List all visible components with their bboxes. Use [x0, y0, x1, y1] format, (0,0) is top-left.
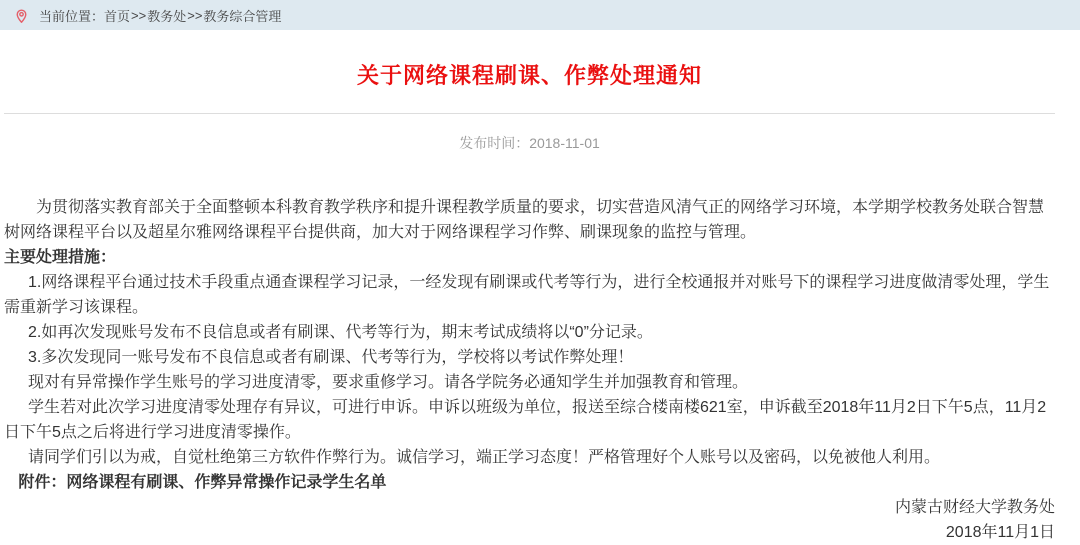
publish-date-label: 发布时间： [459, 135, 530, 151]
notice-article [0, 59, 1080, 545]
breadcrumb-separator: >> [187, 7, 203, 23]
paragraph-intro: 为贯彻落实教育部关于全面整顿本科教育教学秩序和提升课程教学质量的要求，切实营造风清气正的网络学习环境，本学期学校教务处联合智慧树网络课程平台以及超星尔雅网络课程平台提供商，加大对于网络课程学习作弊、刷课现象的监控与管理。 [4, 199, 1045, 241]
title-divider [4, 113, 1055, 114]
breadcrumb-link-jiaowuchu[interactable]: 教务处 [147, 8, 187, 24]
publish-date-line [4, 133, 1055, 153]
location-pin-icon [13, 7, 30, 24]
notice-body [4, 195, 1055, 545]
signature-department: 内蒙古财经大学教务处 [894, 499, 1055, 516]
breadcrumb-label: 当前位置： [39, 8, 105, 24]
page-title: 关于网络课程刷课、作弊处理通知 [356, 63, 702, 88]
paragraph-measure-2: 2.如再次发现账号发布不良信息或者有刷课、代考等行为，期末考试成绩将以“0”分记录。 [28, 324, 653, 341]
breadcrumb [0, 0, 1080, 30]
breadcrumb-link-current[interactable]: 教务综合管理 [203, 8, 282, 24]
paragraph-warning: 请同学们引以为戒，自觉杜绝第三方软件作弊行为。诚信学习，端正学习态度！严格管理好个人账号以及密码，以免被他人利用。 [28, 449, 941, 466]
breadcrumb-separator: >> [131, 7, 147, 23]
paragraph-appeal: 学生若对此次学习进度清零处理存有异议，可进行申诉。申诉以班级为单位，报送至综合楼南楼621室，申诉截至2018年11月2日下午5点，11月2日下午5点之后将进行学习进度清零操作。 [4, 399, 1047, 441]
paragraph-attachment: 附件：网络课程有刷课、作弊异常操作记录学生名单 [18, 474, 387, 491]
breadcrumb-link-home[interactable]: 首页 [104, 8, 131, 24]
paragraph-measures-heading: 主要处理措施： [4, 249, 117, 266]
paragraph-reset-notice: 现对有异常操作学生账号的学习进度清零，要求重修学习。请各学院务必通知学生并加强教育和管理。 [28, 374, 749, 391]
paragraph-measure-1: 1.网络课程平台通过技术手段重点通查课程学习记录，一经发现有刷课或代考等行为，进行全校通报并对账号下的课程学习进度做清零处理，学生需重新学习该课程。 [4, 274, 1050, 316]
paragraph-measure-3: 3.多次发现同一账号发布不良信息或者有刷课、代考等行为，学校将以考试作弊处理！ [28, 349, 634, 366]
publish-date-value: 2018-11-01 [529, 135, 600, 151]
signature-date: 2018年11月1日 [945, 524, 1055, 541]
